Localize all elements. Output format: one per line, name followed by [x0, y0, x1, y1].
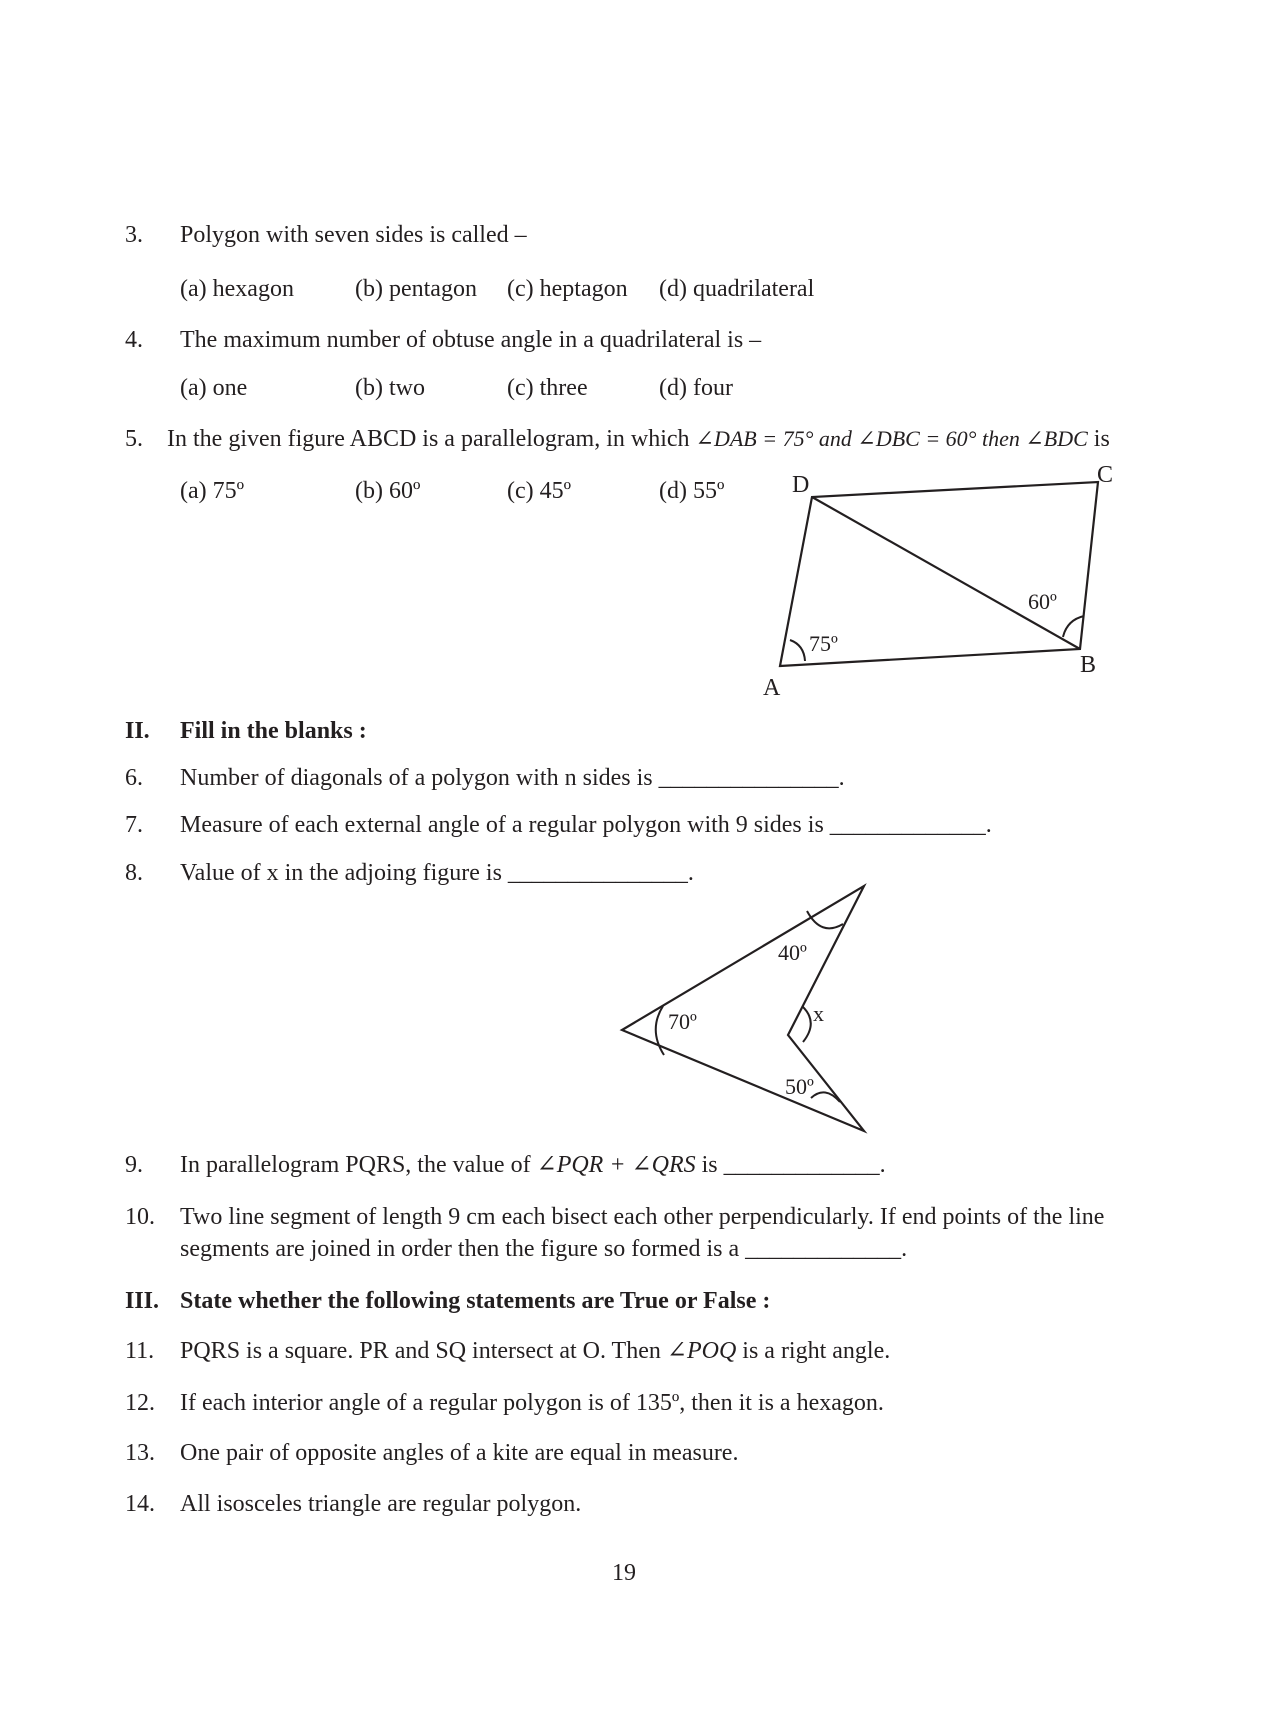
angle-label-75: 75º: [809, 631, 838, 656]
question-text-lead: In parallelogram PQRS, the value of: [180, 1152, 531, 1178]
vertex-label-c: C: [1097, 462, 1114, 488]
question-text: [180, 1150, 886, 1180]
question-number: 8.: [125, 860, 143, 886]
question-text-line-1: Two line segment of length 9 cm each bisect each other perpendicularly. If end points of the line: [180, 1204, 1105, 1230]
question-number: 14.: [125, 1491, 155, 1517]
question-number: 3.: [125, 222, 143, 248]
question-text: The maximum number of obtuse angle in a quadrilateral is –: [180, 327, 762, 353]
question-number: 10.: [125, 1204, 155, 1230]
page-number: 19: [612, 1560, 636, 1586]
option-c: (c) heptagon: [507, 276, 628, 302]
math-expression: ∠DAB = 75° and ∠DBC = 60° then ∠BDC: [695, 426, 1088, 451]
section-title: State whether the following statements are True or False :: [180, 1288, 771, 1314]
angle-label-50: 50º: [785, 1074, 814, 1099]
question-text: Number of diagonals of a polygon with n sides is _______________.: [180, 765, 845, 791]
angle-label-70: 70º: [668, 1009, 697, 1034]
question-text: Value of x in the adjoing figure is _______________.: [180, 860, 694, 886]
question-text-tail: is a right angle.: [742, 1338, 891, 1364]
question-text-lead: PQRS is a square. PR and SQ intersect at O. Then: [180, 1338, 661, 1364]
question-number: 4.: [125, 327, 143, 353]
section-number: III.: [125, 1288, 160, 1314]
question-number: 13.: [125, 1440, 155, 1466]
option-d: (d) four: [659, 375, 733, 401]
angle-label-40: 40º: [778, 940, 807, 965]
option-b: (b) pentagon: [355, 276, 477, 302]
question-text-tail: is _____________.: [701, 1152, 886, 1178]
question-number: 6.: [125, 765, 143, 791]
angle-arc-x: [802, 1006, 811, 1042]
arrowhead-outline: [622, 886, 864, 1131]
angle-arc-40: [807, 911, 843, 928]
question-number: 11.: [125, 1338, 155, 1364]
question-number: 9.: [125, 1152, 143, 1178]
question-text: Measure of each external angle of a regular polygon with 9 sides is _____________.: [180, 812, 992, 838]
angle-label-60: 60º: [1028, 589, 1057, 614]
question-text-line-2: segments are joined in order then the figure so formed is a _____________.: [180, 1236, 908, 1262]
question-text: One pair of opposite angles of a kite are equal in measure.: [180, 1440, 739, 1466]
question-text-lead: In the given figure ABCD is a parallelogram, in which: [167, 426, 690, 452]
option-a: (a) 75º: [180, 478, 245, 504]
question-text: If each interior angle of a regular polygon is of 135º, then it is a hexagon.: [180, 1390, 884, 1416]
vertex-label-d: D: [792, 472, 810, 498]
option-b: (b) 60º: [355, 478, 421, 504]
option-b: (b) two: [355, 375, 425, 401]
vertex-label-a: A: [763, 675, 781, 701]
option-d: (d) quadrilateral: [659, 276, 815, 302]
angle-label-x: x: [813, 1001, 824, 1026]
question-number: 7.: [125, 812, 143, 838]
option-a: (a) one: [180, 375, 248, 401]
math-expression: ∠POQ: [666, 1338, 737, 1364]
question-number: 5.: [125, 426, 143, 452]
option-c: (c) 45º: [507, 478, 572, 504]
section-title: Fill in the blanks :: [180, 718, 367, 744]
math-expression: ∠PQR + ∠QRS: [536, 1152, 696, 1178]
vertex-label-b: B: [1080, 652, 1097, 678]
question-text-tail: is: [1093, 426, 1110, 452]
option-d: (d) 55º: [659, 478, 725, 504]
section-number: II.: [125, 718, 150, 744]
option-a: (a) hexagon: [180, 276, 294, 302]
option-c: (c) three: [507, 375, 588, 401]
question-text: All isosceles triangle are regular polygon.: [180, 1491, 582, 1517]
question-text: Polygon with seven sides is called –: [180, 222, 527, 248]
question-text: [180, 1336, 890, 1366]
question-number: 12.: [125, 1390, 155, 1416]
